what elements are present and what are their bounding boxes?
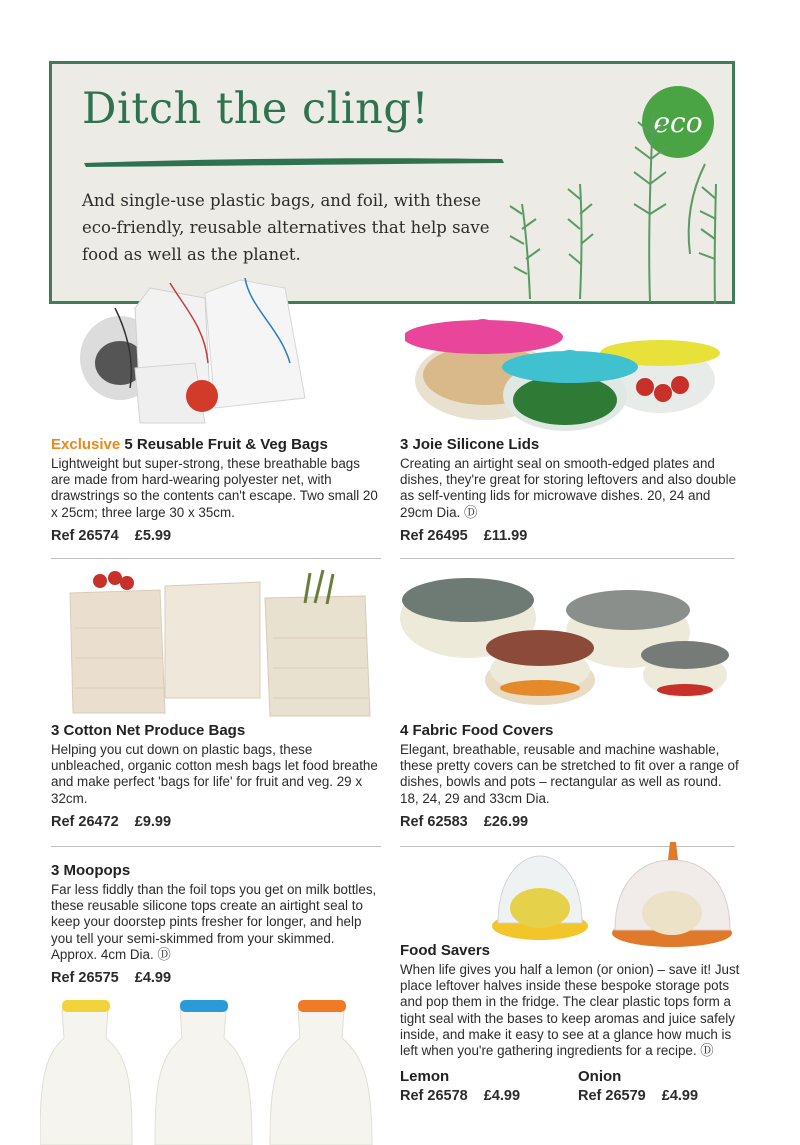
product-price: £4.99 bbox=[483, 1088, 521, 1104]
product-cotton-bags bbox=[51, 722, 386, 830]
product-description: Helping you cut down on plastic bags, these unbleached, organic cotton mesh bags let food breathe and make perfect 'bags for life' for fruit and veg. 29 x 32cm. bbox=[51, 742, 378, 806]
section-divider bbox=[51, 846, 381, 847]
fabric-covers-image bbox=[400, 570, 735, 705]
product-ref: Ref 26578 bbox=[400, 1088, 468, 1104]
product-price: £5.99 bbox=[134, 527, 172, 544]
product-description: When life gives you half a lemon (or onion) – save it! Just place leftover halves inside these bespoke storage pots and pop them in the fridge. The clear plastic tops form a tight seal with the bases to keep aromas and juice safely inside, and make it easy to see at a glance how much is left when you're gathering ingredients for a recipe. Ⓓ bbox=[400, 962, 740, 1059]
herb-illustration bbox=[500, 104, 730, 304]
product-price: £4.99 bbox=[661, 1088, 699, 1104]
product-price: £9.99 bbox=[134, 813, 172, 830]
product-description: Elegant, breathable, reusable and machine washable, these pretty covers can be stretched to fit over a range of dishes, bowls and pots – rectangular as well as round. 18, 24, 29 and 33cm Dia. bbox=[400, 742, 739, 806]
product-name: 4 Fabric Food Covers bbox=[400, 722, 554, 739]
product-ref-price bbox=[578, 1088, 743, 1104]
silicone-lids-image bbox=[405, 315, 725, 435]
product-ref-price bbox=[51, 528, 381, 544]
variant-label: Lemon bbox=[400, 1068, 450, 1085]
product-ref: Ref 26579 bbox=[578, 1088, 646, 1104]
exclusive-badge: Exclusive bbox=[51, 436, 121, 453]
product-ref-price bbox=[51, 970, 381, 986]
product-ref-price bbox=[400, 528, 740, 544]
variant-lemon bbox=[400, 1068, 570, 1104]
product-ref: Ref 26574 bbox=[51, 527, 119, 544]
product-price: £26.99 bbox=[483, 813, 529, 830]
product-ref-price bbox=[400, 1088, 570, 1104]
product-description: Far less fiddly than the foil tops you get on milk bottles, these reusable silicone tops create an airtight seal to keep your doorstep pints fresher for longer, and help you tell your semi-skimmed from your skimmed. Approx. 4cm Dia. Ⓓ bbox=[51, 882, 377, 962]
product-name: 3 Moopops bbox=[51, 862, 131, 879]
product-ref: Ref 26472 bbox=[51, 813, 119, 830]
food-savers-image bbox=[490, 838, 735, 948]
product-ref: Ref 62583 bbox=[400, 813, 468, 830]
product-price: £4.99 bbox=[134, 970, 172, 987]
product-ref: Ref 26495 bbox=[400, 527, 468, 544]
product-description: Creating an airtight seal on smooth-edged plates and dishes, they're great for storing leftovers and also double as self-venting lids for microwave dishes. 20, 24 and 29cm Dia. Ⓓ bbox=[400, 456, 737, 520]
product-name: 3 Cotton Net Produce Bags bbox=[51, 722, 246, 739]
banner-intro-text: And single-use plastic bags, and foil, with these eco-friendly, reusable alternatives that help save food as well as the planet. bbox=[82, 191, 490, 264]
variant-onion bbox=[578, 1068, 743, 1104]
banner-title: Ditch the cling! bbox=[82, 84, 430, 134]
brush-stroke-divider bbox=[82, 154, 507, 168]
section-divider bbox=[51, 558, 381, 559]
product-silicone-lids bbox=[400, 436, 740, 544]
product-title bbox=[51, 436, 381, 453]
variant-label: Onion bbox=[578, 1068, 622, 1085]
product-price: £11.99 bbox=[483, 527, 528, 544]
product-name: 5 Reusable Fruit & Veg Bags bbox=[124, 436, 328, 453]
product-description: Lightweight but super-strong, these breathable bags are made from hard-wearing polyester net, with drawstrings so the contents can't escape. Two small 20 x 25cm; three large 30 x 35cm. bbox=[51, 456, 378, 520]
section-divider bbox=[400, 558, 735, 559]
product-name: Food Savers bbox=[400, 942, 491, 959]
product-name: 3 Joie Silicone Lids bbox=[400, 436, 540, 453]
product-food-savers bbox=[400, 942, 745, 1059]
product-fruit-veg-bags bbox=[51, 436, 381, 544]
eco-badge: eco bbox=[642, 86, 714, 158]
product-ref-price bbox=[400, 814, 740, 830]
moopops-bottles-image bbox=[40, 998, 385, 1145]
product-ref: Ref 26575 bbox=[51, 970, 119, 987]
cotton-bags-image bbox=[65, 568, 375, 718]
product-moopops bbox=[51, 862, 381, 986]
product-ref-price bbox=[51, 814, 386, 830]
fruit-veg-bags-image bbox=[75, 268, 325, 428]
product-fabric-covers bbox=[400, 722, 740, 830]
